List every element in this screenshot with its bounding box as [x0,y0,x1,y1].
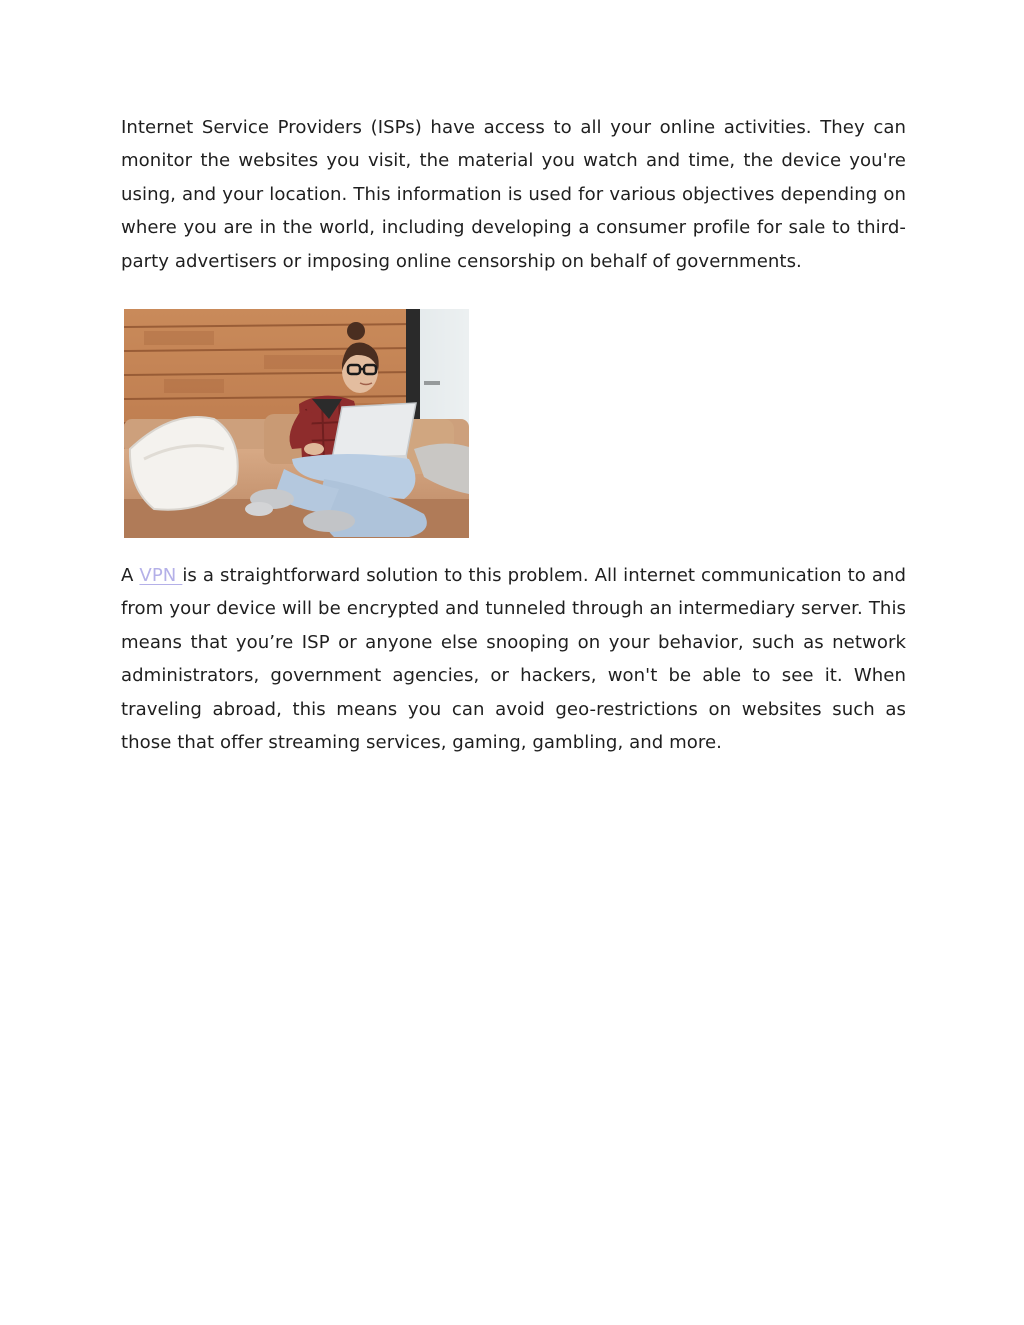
paragraph-vpn-body: is a straightforward solution to this problem. All internet communication to and from your device will be encrypted and tunneled through an intermediary server. This means that you’re ISP or anyone else snooping on your behavior, such as network administrators, government agencies, or hackers, won't be able to see it. When traveling abroad, this means you can avoid geo-restrictions on websites such as those that offer streaming services, gaming, gambling, and more. [121,565,907,754]
vpn-link[interactable]: VPN [139,565,183,586]
paragraph-isp-monitoring: Internet Service Providers (ISPs) have access to all your online activities. They can monitor the websites you visit, the material you watch and time, the device you're using, and your location. This information is used for various objectives depending on where you are in the world, including developing a consumer profile for sale to third-party advertisers or imposing online censorship on behalf of governments. [121,117,906,272]
paragraph-vpn-solution [121,559,906,759]
paragraph-vpn-prefix: A [121,565,140,586]
woman-with-laptop-on-sofa-photo [124,309,469,538]
